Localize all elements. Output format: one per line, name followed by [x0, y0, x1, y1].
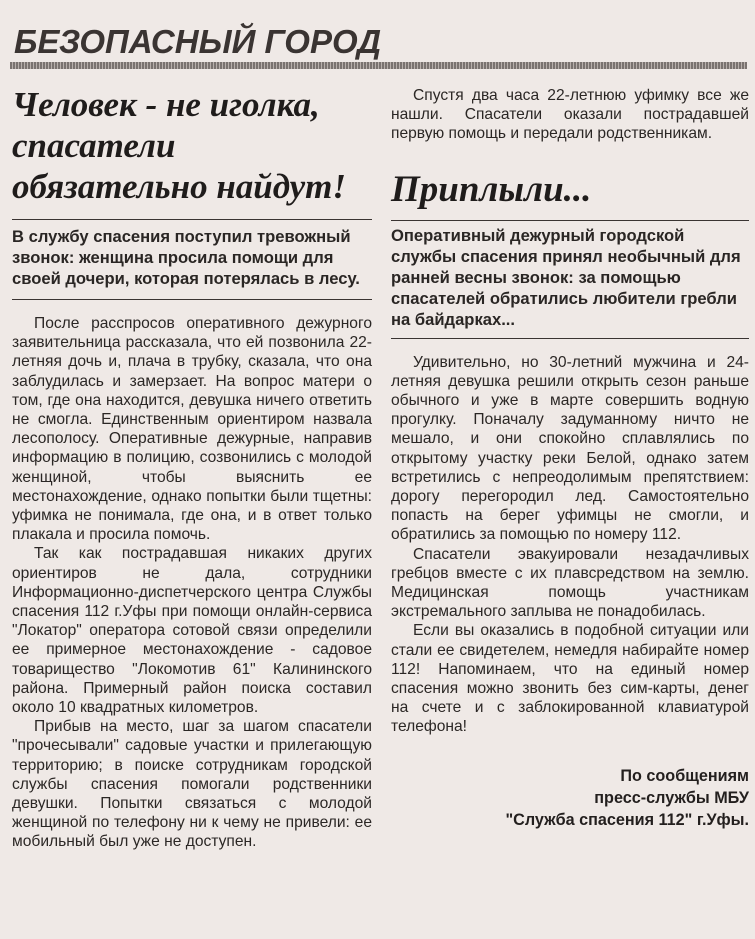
article1-lead: В службу спасения поступил тревожный звонок: женщина просила помощи для своей дочери, которая потерялась в лесу.	[12, 227, 360, 288]
right-column	[391, 86, 749, 831]
headline-rule	[12, 219, 372, 220]
credit-line: "Служба спасения 112" г.Уфы.	[505, 810, 749, 829]
rubric-divider-bar	[10, 62, 747, 69]
press-credit	[391, 765, 749, 831]
article1-continuation	[391, 86, 749, 144]
article1-headline-line: обязательно найдут!	[12, 167, 347, 206]
credit-line: По сообщениям	[620, 766, 749, 785]
lead-rule	[12, 299, 372, 300]
article1-body	[12, 314, 372, 852]
article1-continuation-paragraph: Спустя два часа 22-летнюю уфимку все же нашли. Спасатели оказали пострадавшей первую помощь и передали родственникам.	[391, 87, 749, 143]
article2-headline: Приплыли...	[391, 168, 592, 210]
article1-paragraph: Прибыв на место, шаг за шагом спасатели "прочесывали" садовые участки и прилегающую территорию; в поиске сотрудникам городской службы спасения помогали родственники девушки. Попытки связаться с молодой женщиной по телефону ни к чему не привели: ее мобильный был уже не доступен.	[12, 718, 372, 851]
article1-headline-line: спасатели	[12, 126, 176, 165]
article2-paragraph: Если вы оказались в подобной ситуации или стали ее свидетелем, немедля набирайте номер 112! Напоминаем, что на единый номер спасения можно звонить без сим-карты, денег на счете и с заблокированной клавиатурой телефона!	[391, 622, 749, 736]
section-rubric: БЕЗОПАСНЫЙ ГОРОД	[14, 23, 382, 60]
credit-line: пресс-службы МБУ	[594, 788, 749, 807]
article2-body	[391, 353, 749, 737]
article2-paragraph: Спасатели эвакуировали незадачливых гребцов вместе с их плавсредством на землю. Медицинская помощь участникам экстремального заплыва не понадобилась.	[391, 545, 749, 621]
article1-paragraph: После расспросов оперативного дежурного заявительница рассказала, что ей позвонила 22-летняя дочь и, плача в трубку, сказала, что она заблудилась и замерзает. На вопрос матери о том, где она находится, девушка ничего ответить не смогла. Единственным ориентиром назвала лесополосу. Оперативные дежурные, направив информацию в полицию, созвонились с молодой женщиной, чтобы выяснить ее местонахождение, однако попытки были тщетны: уфимка не понимала, где она, и в ответ только плакала и просила помочь.	[12, 315, 372, 544]
article1-headline-line: Человек - не иголка,	[12, 85, 320, 124]
lead-rule	[391, 338, 749, 339]
article1-paragraph: Так как пострадавшая никаких других ориентиров не дала, сотрудники Информационно-диспетчерского центра Службы спасения 112 г.Уфы при помощи онлайн-сервиса "Локатор" оператора сотовой связи определили ее примерное местонахождение - садовое товарищество "Локомотив 61" Калининского района. Примерный район поиска составил около 10 квадратных километров.	[12, 545, 372, 717]
headline-rule	[391, 220, 749, 221]
article2-lead: Оперативный дежурный городской службы спасения принял необычный для ранней весны звонок: за помощью спасателей обратились любители гребли на байдарках...	[391, 225, 741, 329]
article2-paragraph: Удивительно, но 30-летний мужчина и 24-летняя девушка решили открыть сезон раньше обычного и уже в марте совершить водную прогулку. Поначалу задуманному ничто не мешало, и они спокойно сплавлялись по открытому участку реки Белой, однако затем встретились с непреодолимым препятствием: дорогу перегородил лед. Самостоятельно попасть на берег уфимцы не смогли, и обратились за помощью по номеру 112.	[391, 353, 749, 544]
article1-headline	[12, 84, 372, 207]
article-lost-girl	[12, 80, 372, 852]
